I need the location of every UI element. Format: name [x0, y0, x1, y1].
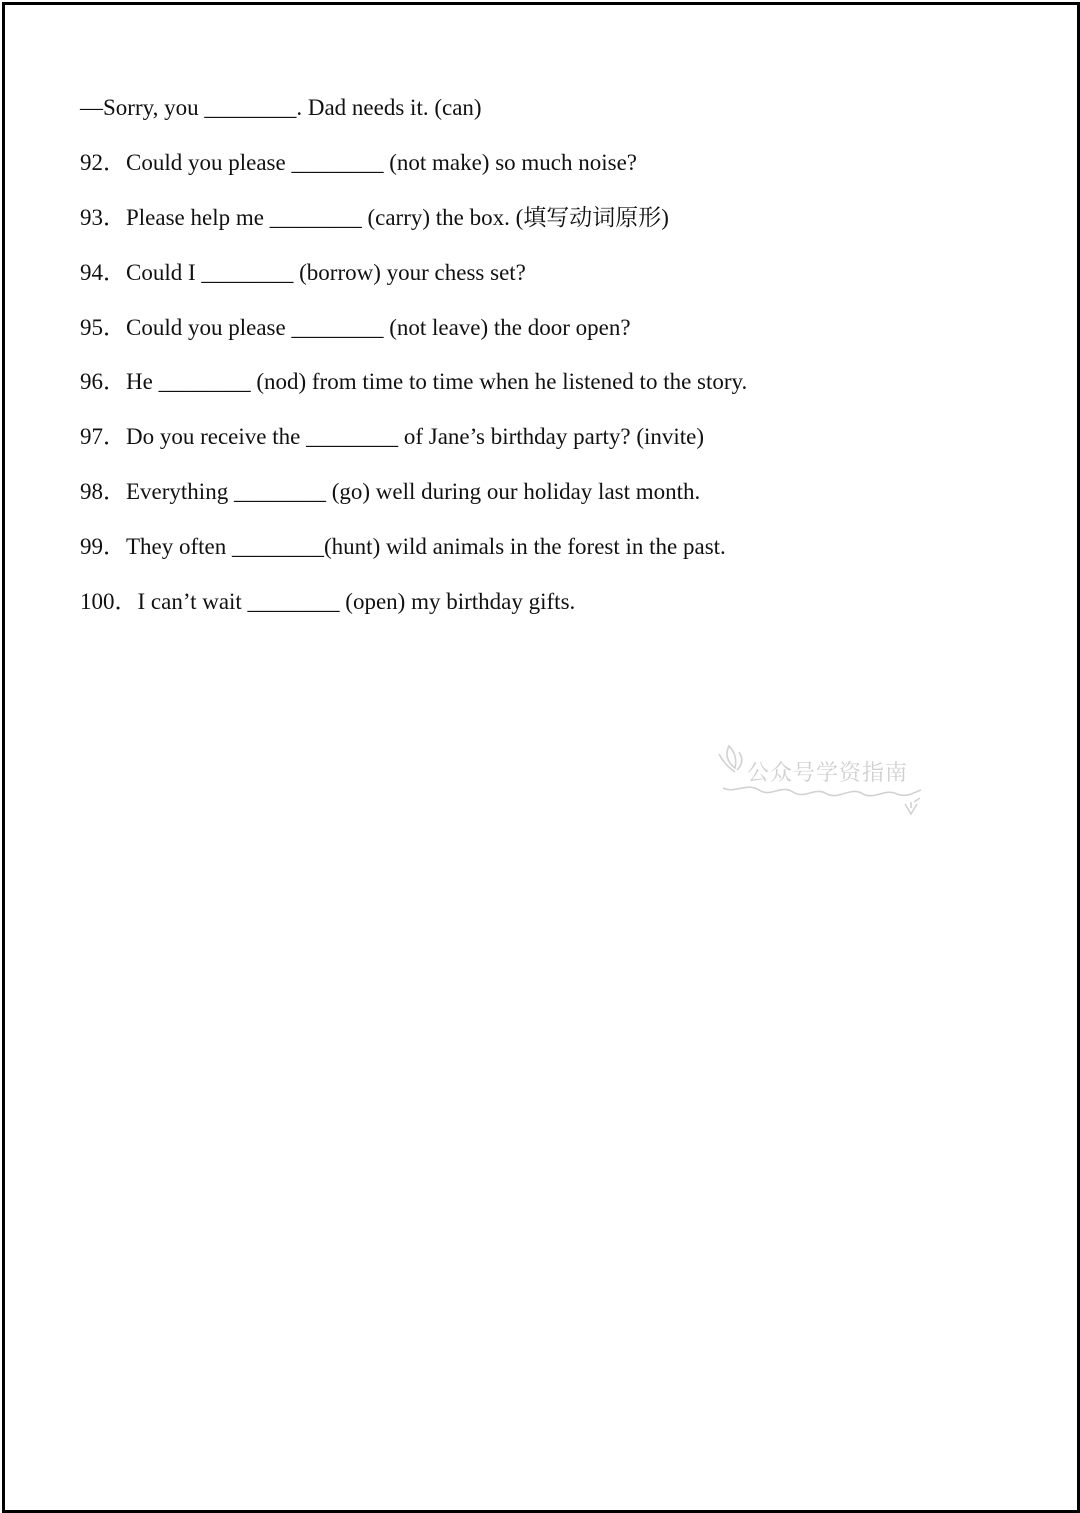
exercise-line-100: 100．I can’t wait ________ (open) my birthday gifts.: [80, 589, 576, 615]
exercise-line-92: 92．Could you please ________ (not make) so much noise?: [80, 149, 638, 175]
exercise-line-98: 98．Everything ________ (go) well during our holiday last month.: [80, 479, 701, 505]
exercise-line-97: 97．Do you receive the ________ of Jane’s birthday party? (invite): [80, 424, 705, 450]
exercise-line-99: 99．They often ________(hunt) wild animals in the forest in the past.: [80, 534, 726, 560]
watermark: [715, 742, 930, 822]
exercise-line-95: 95．Could you please ________ (not leave) the door open?: [80, 314, 631, 340]
exercise-line-94: 94．Could I ________ (borrow) your chess set?: [80, 259, 526, 285]
exercise-line-93: 93．Please help me ________ (carry) the box. (填写动词原形): [80, 204, 669, 230]
exercise-line-96: 96．He ________ (nod) from time to time when he listened to the story.: [80, 369, 748, 395]
exercise-line-dialogue: —Sorry, you ________. Dad needs it. (can): [80, 95, 482, 120]
exercise-list: [80, 88, 1040, 637]
watermark-text: 公众号学资指南: [747, 761, 909, 786]
